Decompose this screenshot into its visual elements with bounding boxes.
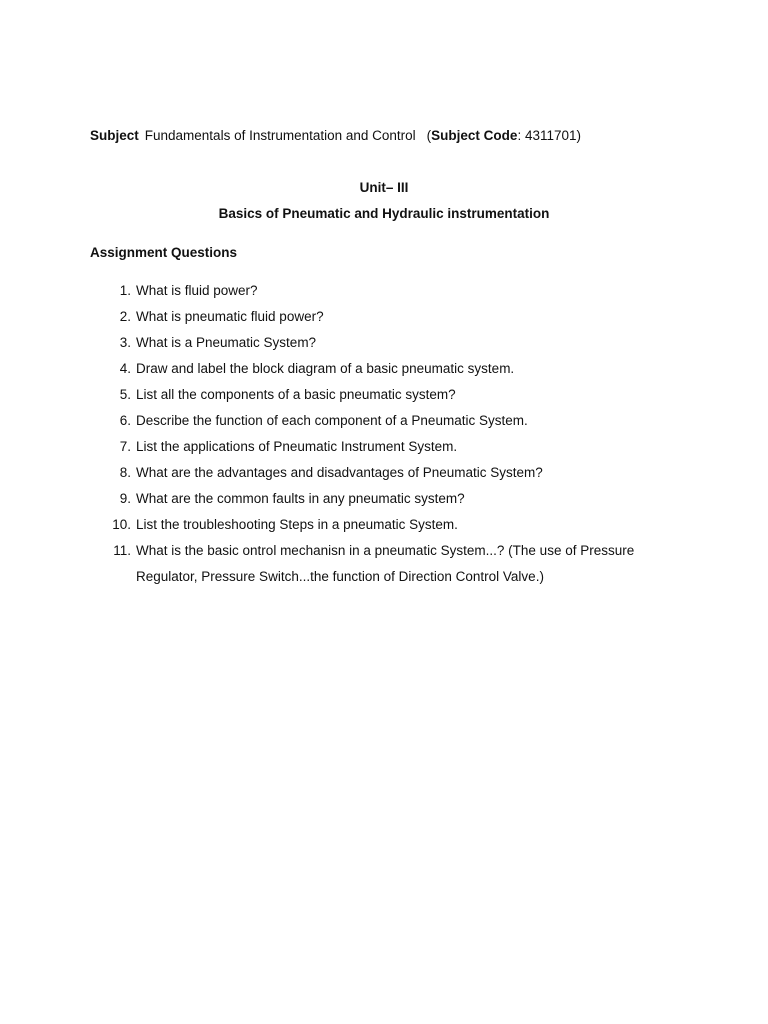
subject-code-open: (	[426, 128, 432, 143]
question-text: List the applications of Pneumatic Instrument System.	[136, 439, 458, 454]
subject-code-value: : 4311701)	[517, 128, 581, 143]
question-text: What are the common faults in any pneumatic system?	[136, 491, 465, 506]
subject-label: Subject	[90, 128, 139, 143]
assignment-heading: Assignment Questions	[90, 245, 238, 260]
unit-title: Unit– III	[359, 180, 409, 195]
subject-name: Fundamentals of Instrumentation and Control	[144, 128, 416, 143]
question-number: 4.	[119, 361, 131, 376]
question-number: 1.	[119, 283, 131, 298]
subject-line	[90, 128, 581, 143]
question-text: Draw and label the block diagram of a basic pneumatic system.	[136, 361, 515, 376]
question-number: 11.	[113, 543, 131, 558]
question-text: List the troubleshooting Steps in a pneumatic System.	[136, 517, 458, 532]
question-text: What is a Pneumatic System?	[136, 335, 317, 350]
question-text: What is pneumatic fluid power?	[136, 309, 324, 324]
question-number: 7.	[119, 439, 131, 454]
question-number: 9.	[119, 491, 131, 506]
question-number: 3.	[119, 335, 131, 350]
question-text: Describe the function of each component of a Pneumatic System.	[136, 413, 528, 428]
subject-code-label: Subject Code	[431, 128, 518, 143]
question-number: 5.	[119, 387, 131, 402]
question-number: 2.	[119, 309, 131, 324]
question-list	[90, 282, 690, 584]
question-number: 6.	[119, 413, 131, 428]
question-number: 8.	[119, 465, 131, 480]
question-item	[90, 542, 690, 584]
question-text: List all the components of a basic pneumatic system?	[136, 387, 456, 402]
question-text: What is the basic ontrol mechanisn in a pneumatic System...? (The use of Pressure Regulator, Pressure Switch...the function of Direction Control Valve.)	[136, 543, 635, 584]
question-text: What is fluid power?	[136, 283, 258, 298]
unit-topic: Basics of Pneumatic and Hydraulic instrumentation	[218, 206, 550, 221]
question-text: What are the advantages and disadvantages of Pneumatic System?	[136, 465, 543, 480]
question-number: 10.	[112, 517, 131, 532]
